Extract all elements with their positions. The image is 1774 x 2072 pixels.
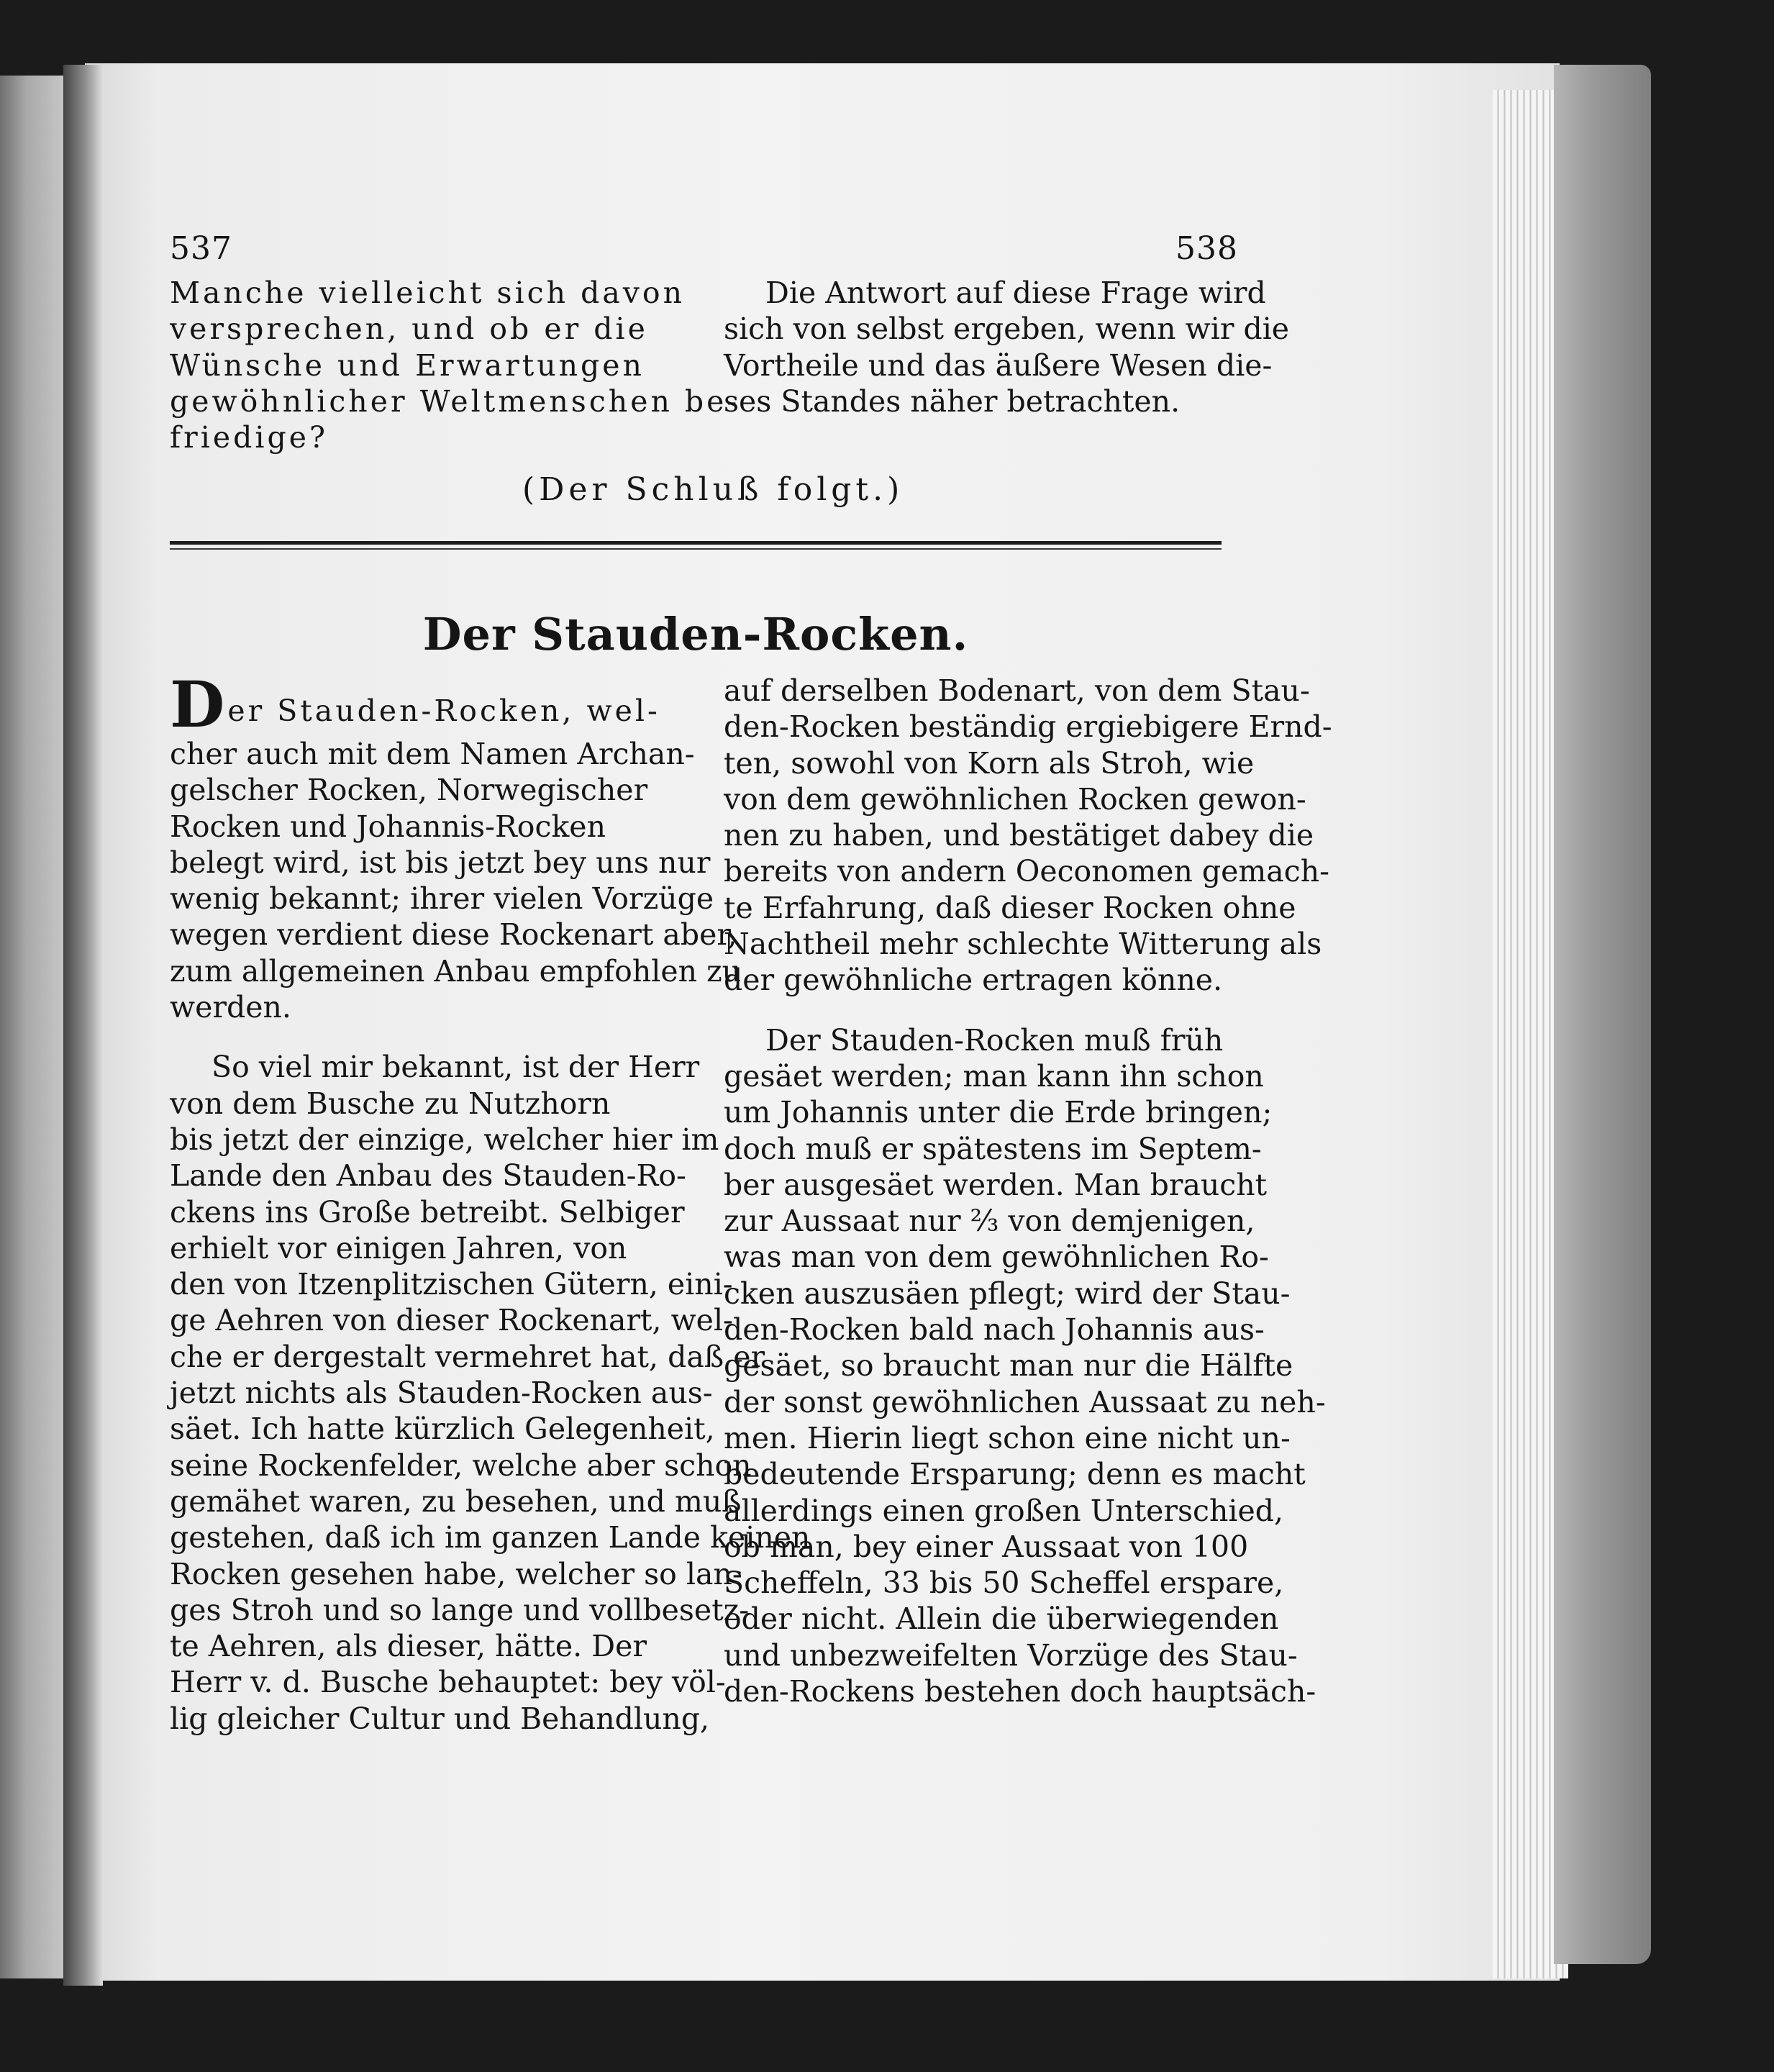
text-line: den von Itzenplitzischen Gütern, eini- <box>170 1267 733 1302</box>
book-cover-edge <box>1554 65 1651 1964</box>
text-line: werden. <box>170 990 291 1025</box>
text-line: den-Rockens bestehen doch hauptsäch- <box>724 1674 1316 1709</box>
text-line: Scheffeln, 33 bis 50 Scheffel erspare, <box>724 1566 1284 1601</box>
text-line: lig gleicher Cultur und Behandlung, <box>170 1701 710 1736</box>
text-line: sich von selbst ergeben, wenn wir die <box>724 312 1290 347</box>
text-line: den-Rocken beständig ergiebigere Ernd- <box>724 709 1332 745</box>
text-line: bedeutende Ersparung; denn es macht <box>724 1457 1306 1492</box>
text-line: cher auch mit dem Namen Archan- <box>170 737 695 771</box>
text-line: bereits von andern Oeconomen gemach- <box>724 854 1329 889</box>
text-line: wegen verdient diese Rockenart aber, <box>170 917 737 953</box>
text-line: Herr v. d. Busche behauptet: bey völ- <box>170 1665 726 1700</box>
text-line: ges Stroh und so lange und vollbesetz- <box>170 1592 750 1627</box>
text-line: gewöhnlicher Weltmenschen be- <box>170 383 740 419</box>
text-line: erhielt vor einigen Jahren, von <box>170 1230 627 1266</box>
text-line: auf derselben Bodenart, von dem Stau- <box>724 673 1310 708</box>
text-line: jetzt nichts als Stauden-Rocken aus- <box>170 1376 713 1411</box>
text-line: von dem gewöhnlichen Rocken gewon- <box>724 781 1306 817</box>
text-line: gesäet werden; man kann ihn schon <box>724 1058 1264 1094</box>
text-line: bis jetzt der einzige, welcher hier im <box>170 1122 719 1157</box>
text-line: gemähet waren, zu besehen, und muß <box>170 1483 742 1519</box>
text-line: Nachtheil mehr schlechte Witterung als <box>724 927 1322 962</box>
text-line: wenig bekannt; ihrer vielen Vorzüge <box>170 881 714 917</box>
text-line: Rocken und Johannis-Rocken <box>170 809 606 844</box>
text-line: ber ausgesäet werden. Man braucht <box>724 1167 1268 1202</box>
text-line: doch muß er spätestens im Septem- <box>724 1131 1262 1166</box>
text-line: den-Rocken bald nach Johannis aus- <box>724 1312 1265 1348</box>
text-line: So viel mir bekannt, ist der Herr <box>211 1050 700 1085</box>
text-line: Der Stauden-Rocken muß früh <box>765 1022 1224 1058</box>
text-line: ge Aehren von dieser Rockenart, wel- <box>170 1303 733 1338</box>
page-number-left: 537 <box>170 230 232 267</box>
text-line: säet. Ich hatte kürzlich Gelegenheit, <box>170 1412 715 1447</box>
text-line: ckens ins Große betreibt. Selbiger <box>170 1194 685 1230</box>
text-line: te Erfahrung, daß dieser Rocken ohne <box>724 890 1296 925</box>
article-left-column <box>170 667 811 1737</box>
text-line: Manche vielleicht sich davon <box>170 276 686 310</box>
text-line: und unbezweifelten Vorzüge des Stau- <box>724 1637 1298 1673</box>
text-line: was man von dem gewöhnlichen Ro- <box>724 1240 1269 1275</box>
text-line: te Aehren, als dieser, hätte. Der <box>170 1629 647 1664</box>
text-line: ses Standes näher betrachten. <box>724 383 1181 419</box>
text-block <box>170 216 1332 1736</box>
text-line: Lande den Anbau des Stauden-Ro- <box>170 1158 686 1194</box>
text-line: ob man, bey einer Aussaat von 100 <box>724 1529 1249 1564</box>
text-line: der gewöhnliche ertragen könne. <box>724 963 1223 998</box>
text-line: ten, sowohl von Korn als Stroh, wie <box>724 745 1255 781</box>
section-divider <box>170 541 1222 545</box>
text-line: cken auszusäen pflegt; wird der Stau- <box>724 1276 1291 1311</box>
drop-cap: D <box>170 667 225 742</box>
text-line: Wünsche und Erwartungen <box>170 347 645 383</box>
first-line: Der Stauden-Rocken, wel- <box>170 667 660 742</box>
text-line: gelscher Rocken, Norwegischer <box>170 773 648 808</box>
text-line: von dem Busche zu Nutzhorn <box>170 1086 611 1121</box>
text-line: oder nicht. Allein die überwiegenden <box>724 1601 1279 1637</box>
continuation-note: (Der Schluß folgt.) <box>522 471 904 508</box>
text-line: Die Antwort auf diese Frage wird <box>765 276 1266 310</box>
text-line: Rocken gesehen habe, welcher so lan- <box>170 1556 742 1591</box>
gutter-shadow <box>63 65 103 1986</box>
text-line: Vortheile und das äußere Wesen die- <box>724 347 1273 383</box>
text-line: um Johannis unter die Erde bringen; <box>724 1095 1273 1130</box>
page-number-right: 538 <box>1175 230 1238 267</box>
text-line: zum allgemeinen Anbau empfohlen zu <box>170 953 742 989</box>
previous-article-right-column <box>724 275 1290 419</box>
text-line: nen zu haben, und bestätiget dabey die <box>724 818 1314 853</box>
text-line: men. Hierin liegt schon eine nicht un- <box>724 1420 1291 1455</box>
text-line: allerdings einen großen Unterschied, <box>724 1493 1284 1528</box>
text-line: der sonst gewöhnlichen Aussaat zu neh- <box>724 1384 1326 1419</box>
text-line: belegt wird, ist bis jetzt bey uns nur <box>170 845 711 880</box>
article-title: Der Stauden-Rocken. <box>422 608 969 660</box>
text-line: che er dergestalt vermehret hat, daß er <box>170 1339 765 1374</box>
text-line: seine Rockenfelder, welche aber schon <box>170 1448 752 1483</box>
article-right-column <box>724 673 1332 1709</box>
text-line: gesäet, so braucht man nur die Hälfte <box>724 1348 1293 1383</box>
text-line: gestehen, daß ich im ganzen Lande keinen <box>170 1520 811 1555</box>
text-line: zur Aussaat nur ⅔ von demjenigen, <box>724 1204 1255 1239</box>
previous-article-left-column <box>170 275 740 455</box>
text-line: versprechen, und ob er die <box>170 312 648 347</box>
text-line: friedige? <box>170 420 328 455</box>
